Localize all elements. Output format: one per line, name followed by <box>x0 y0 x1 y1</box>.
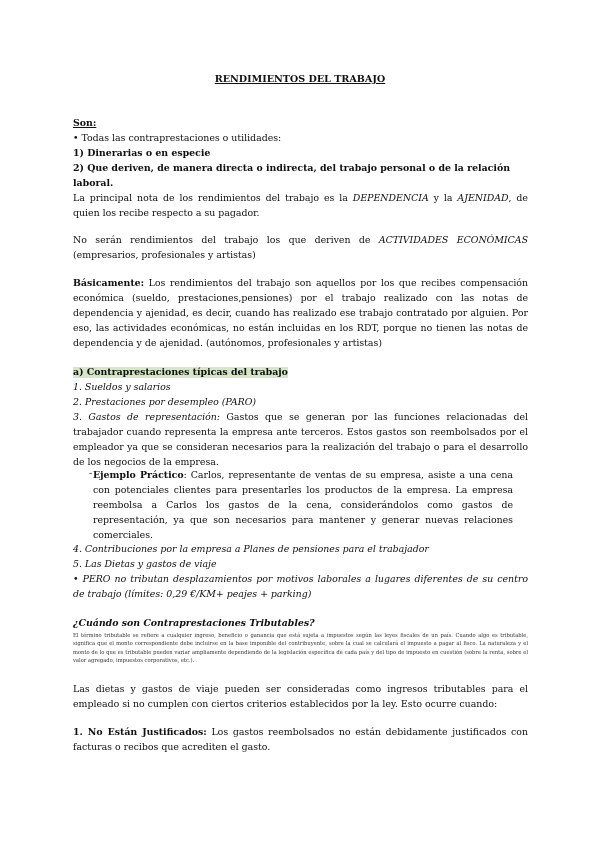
son-section <box>73 116 528 191</box>
page-title: RENDIMIENTOS DEL TRABAJO <box>214 74 386 85</box>
nota-mid: y la <box>428 193 458 204</box>
section-a-item-2: 2. Prestaciones por desempleo (PARO) <box>73 397 257 408</box>
son-line-1: • Todas las contraprestaciones o utilidades: <box>73 133 282 144</box>
nota-paragraph <box>73 191 528 221</box>
son-line-2: 1) Dinerarias o en especie <box>73 148 211 159</box>
example-text: : Carlos, representante de ventas de su empresa, asiste a una cena con potenciales clientes para presentarles los productos de la empresa. La empresa reembolsa a Carlos los gastos de la cena, considerándolos como gastos de representación, ya que son necesarios para mantener y generar nuevas relaciones comerciales. <box>93 470 513 541</box>
nota-pre: La principal nota de los rendimientos del trabajo es la <box>73 193 353 204</box>
section-a-item-4: 4. Contribuciones por la empresa a Planes de pensiones para el trabajador <box>73 544 429 555</box>
nota-dependencia: DEPENDENCIA <box>352 193 429 204</box>
section-a-item-5: 5. Las Dietas y gastos de viaje <box>73 559 217 570</box>
point-1-label: 1. No Están Justificados: <box>73 727 207 738</box>
tributables-point-1 <box>73 725 528 755</box>
section-a-continued <box>73 542 528 602</box>
section-a-item-3-text: Gastos que se generan por las funciones relacionadas del trabajador cuando representa la empresa ante terceros. Estos gastos son reembolsados por el empleador ya que se consideran necesarios para la realización del trabajo o para el desarrollo de los negocios de la empresa. <box>73 412 529 468</box>
example-paragraph <box>93 468 513 543</box>
nota-post: , de quien los recibe respecto a su pagador. <box>73 193 528 219</box>
example-label: Ejemplo Práctico <box>93 470 184 481</box>
tributables-definition: El término tributable se refiere a cualquier ingreso, beneficio o ganancia que está sujeta a impuestos según las leyes fiscales de un país. Cuando algo es tributable, significa que el monto correspondiente debe incluirse en la base imponible del contribuyente, sobre la cual se calculará el impuesto a pagar al fisco. La naturaleza y el monto de lo que es tributable pueden variar ampliamente dependiendo de la legislación específica de cada país y del tipo de impuesto en cuestión (sobre la renta, sobre el valor agregado, impuestos corporativos, etc.). <box>73 633 528 665</box>
nota-ajenidad: AJENIDAD <box>457 193 509 204</box>
example-dash: - <box>89 468 93 479</box>
basicamente-label: Básicamente: <box>73 278 145 289</box>
basicamente-paragraph <box>73 276 528 351</box>
section-a <box>73 365 528 470</box>
basicamente-text: Los rendimientos del trabajo son aquellos por los que recibes compensación económica (sueldo, prestaciones,pensiones) por el trabajo realizado con las notas de dependencia y ajenidad, es decir, cuando has realizado ese trabajo contratado por alguien. Por eso, las actividades económicas, no están incluidas en los RDT, porque no tienen las notas de dependencia y de ajenidad. (autónomos, profesionales y artistas) <box>73 278 528 349</box>
section-a-heading: a) Contraprestaciones típicas del trabajo <box>73 367 288 378</box>
section-a-item-1: 1. Sueldos y salarios <box>73 382 171 393</box>
section-a-item-3 <box>73 410 528 470</box>
tributables-heading: ¿Cuándo son Contraprestaciones Tributables? <box>73 618 315 629</box>
section-a-item-5-note: • PERO no tributan desplazamientos por motivos laborales a lugares diferentes de su centro de trabajo (límites: 0,29 €/KM+ peajes + parking) <box>73 574 528 600</box>
section-a-item-3-label: 3. Gastos de representación: <box>73 412 220 423</box>
no-seran-pre: No serán rendimientos del trabajo los que deriven de <box>73 235 379 246</box>
point-1-text: Los gastos reembolsados no están debidamente justificados con facturas o recibos que acrediten el gasto. <box>73 727 528 753</box>
no-seran-paragraph <box>73 233 528 263</box>
tributables-intro: Las dietas y gastos de viaje pueden ser consideradas como ingresos tributables para el empleado si no cumplen con ciertos criterios establecidos por la ley. Esto ocurre cuando: <box>73 684 528 710</box>
son-line-3: 2) Que deriven, de manera directa o indirecta, del trabajo personal o de la relación laboral. <box>73 163 511 189</box>
tributables-heading-row <box>73 616 528 631</box>
son-heading: Son: <box>73 118 97 129</box>
no-seran-post: (empresarios, profesionales y artistas) <box>73 250 256 261</box>
no-seran-actividades: ACTIVIDADES ECONÓMICAS <box>378 235 528 246</box>
